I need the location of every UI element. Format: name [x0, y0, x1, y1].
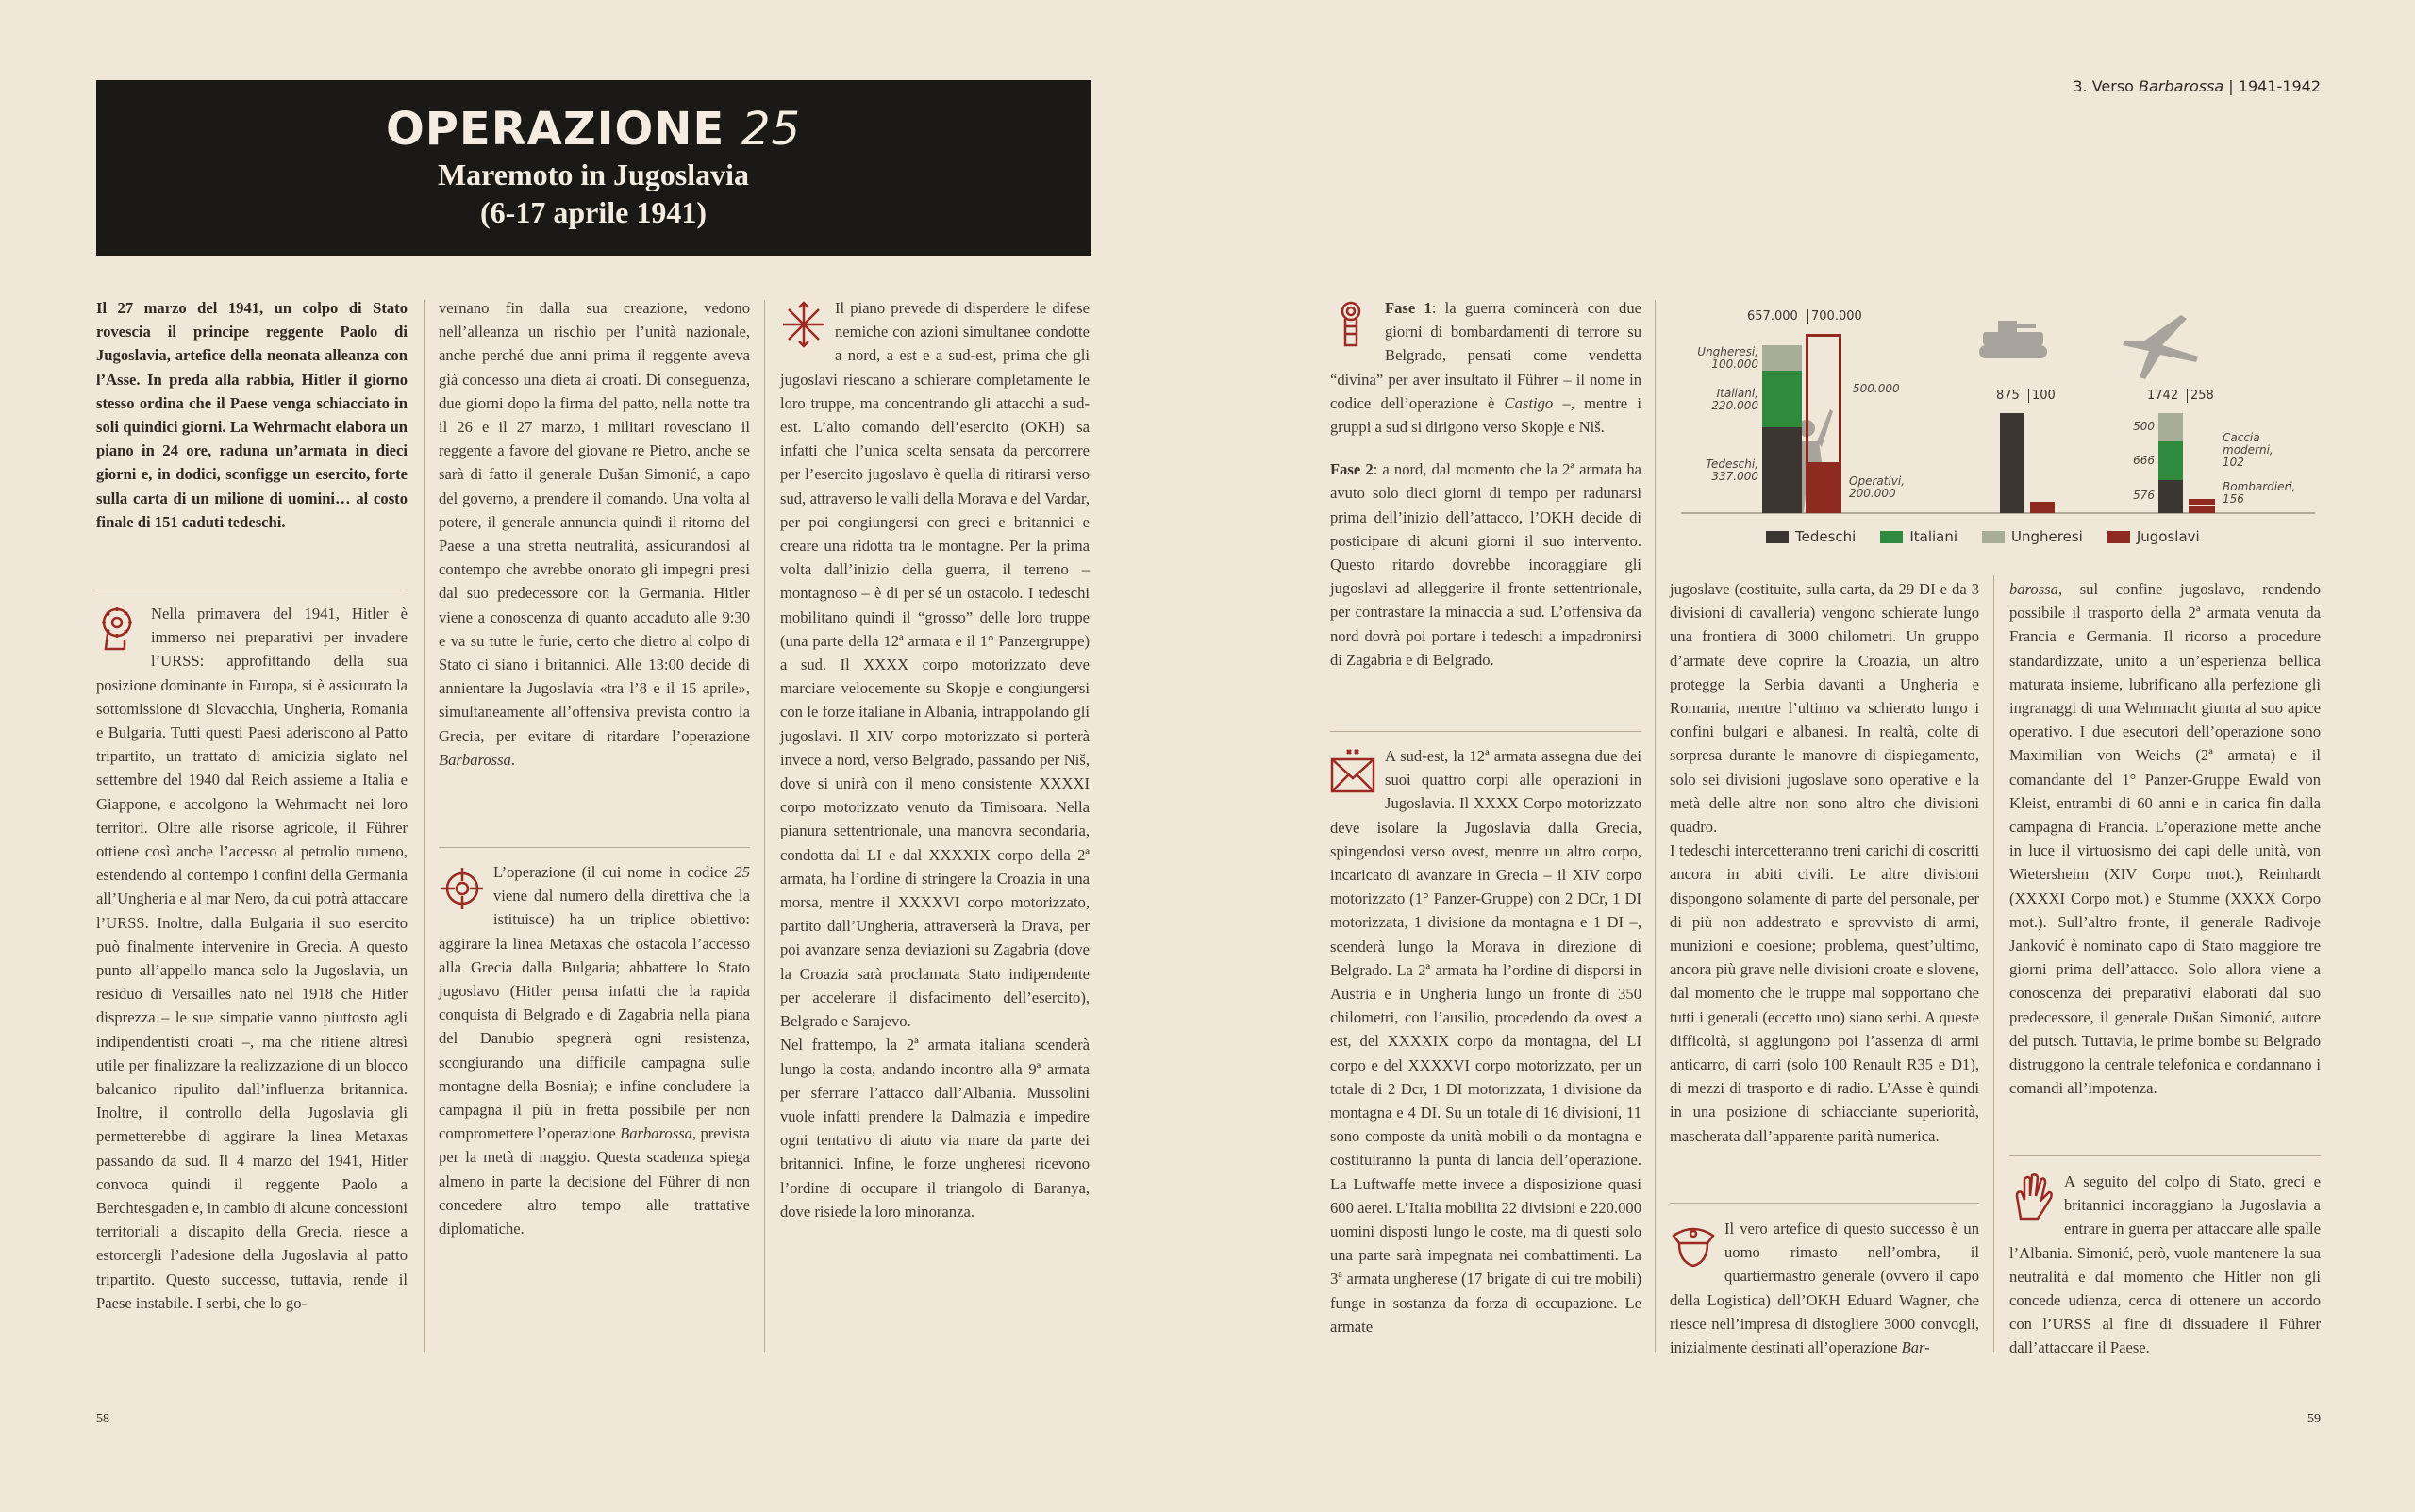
- bar-segment: [2158, 413, 2183, 441]
- plane-icon: [2123, 315, 2198, 379]
- legend-label: Tedeschi: [1795, 528, 1857, 545]
- yugo-part-label: Bombardieri,: [2223, 480, 2296, 493]
- chart-legend: [1766, 528, 2200, 545]
- column-rule: [424, 300, 425, 1352]
- bar-segment-label: Ungheresi,: [1697, 345, 1758, 359]
- bar-segment-label: 100.000: [1711, 357, 1758, 372]
- column-2-section: [439, 860, 750, 1240]
- fase2-label: Fase 2: [1330, 460, 1374, 479]
- body-paragraph: Nella primavera del 1941, Hitler è immerso nei preparativi per invadere l’URSS: approfittando della sua posizione dominante in Europa, si è assicurato la sottomissione di Slovacchia, Ungheria, Romania e Bulgaria. Tutti questi Paesi aderiscono al Patto tripartito, un trattato di amicizia siglato nel settembre del 1940 dal Reich assieme a Italia e Giappone, e accolgono la Wehrmacht nei loro territori. Oltre alle risorse agricole, il Führer ottiene così anche l’accesso al petrolio rumeno, estendendo al contempo i confini della Germania all’Ungheria e al mar Nero, da cui potrà attaccare l’URSS. Inoltre, dalla Bulgaria il suo esercito può finalmente intervenire in Grecia. A questo punto all’appello manca solo la Jugoslavia, un residuo di Versailles nato nel 1918 che Hitler disprezza – le sue simpatie vanno piuttosto agli indipendentisti croati –, ma che ritiene altresì utile per finalizzare la realizzazione di un blocco balcanico ripulito dall’influenza britannica. Inoltre, il controllo della Jugoslavia gli permetterebbe di aggirare la linea Metaxas passando da sud. Il 4 marzo del 1941, Hitler convoca quindi il reggente Paolo a Berchtesgaden e, in cambio di alcune concessioni territoriali a discapito della Grecia, riesce a estorcergli l’adesione della Jugoslavia al patto tripartito. Questo successo, tuttavia, rende il Paese instabile. I serbi, che lo go-: [96, 605, 408, 1312]
- column-5-section: [1670, 1217, 1979, 1359]
- legend-label: Italiani: [1909, 528, 1958, 545]
- bar-segment: [1762, 427, 1802, 513]
- column-4-section: [1330, 744, 1641, 1338]
- column-6: [2009, 577, 2321, 1100]
- column-rule: [764, 300, 765, 1352]
- title-number: 25: [741, 103, 802, 156]
- yugo-bar: [2030, 502, 2055, 513]
- text-run: L’operazione (il cui nome in codice: [493, 863, 735, 881]
- top-value-label: 657.000: [1747, 309, 1798, 324]
- body-paragraph: A seguito del colpo di Stato, greci e britannici incoraggiano la Jugoslavia a entrare in guerra per attaccare alle spalle l’Albania. Simonić, però, vuole mantenere la sua neutralità e dal momento che Hitler non gli concede udienza, cerca di ottenere un accordo con l’URSS al fine di dissuadere il Führer dall’attaccare il Paese.: [2009, 1172, 2321, 1357]
- legend-item: [1766, 528, 1856, 545]
- bar-segment-label: Tedeschi,: [1706, 457, 1758, 472]
- text-emphasis: Castigo: [1504, 393, 1554, 412]
- bar-segment-label: 337.000: [1711, 470, 1758, 484]
- legend-item: [1880, 528, 1957, 545]
- yugo-part-label: 156: [2223, 492, 2244, 506]
- subtitle-2: (6-17 aprile 1941): [480, 195, 707, 229]
- bar-segment: [2000, 413, 2024, 513]
- body-paragraph: A sud-est, la 12ª armata assegna due dei suoi quattro corpi alle operazioni in Jugoslavia. Il XXXX Corpo motorizzato deve isolare la Jugoslavia dalla Grecia, spingendosi verso ovest, mentre un altro corpo, incaricato di avanzare in Grecia – il XIV corpo motorizzato (1° Panzer-Gruppe) con 2 DCr, 1 DI motorizzata, 1 divisione da montagna e 1 DI –, scenderà lungo la Morava in direzione di Belgrado. La 2ª armata ha l’ordine di disporsi in Austria e in Ungheria lungo un fronte di 350 chilometri, con l’ausilio, procedendo da ovest a est, del XXXXIX corpo da montagna, del LI corpo e del XXXXVI corpo motorizzato, per un totale di 2 Dcr, 1 DI motorizzata, 1 divisione da montagna e 4 DI. Su un totale di 16 divisioni, 11 sono composte da unità mobili o da montagna e costituiranno la punta di lancia dell’operazione. La Luftwaffe mette invece a disposizione quasi 600 aerei. L’Italia mobilita 22 divisioni e 220.000 uomini disposti lungo le coste, ma di questi solo una parte sarà impegnata nei combattimenti. La 3ª armata ungherese (17 brigate di cui tre mobili) funge in sostanza da forza di occupazione. Le armate: [1330, 747, 1641, 1336]
- yugo-part-label: moderni,: [2223, 443, 2273, 457]
- text-emphasis: Barbarossa: [620, 1124, 692, 1143]
- fase2-paragraph: [1330, 457, 1641, 672]
- body-paragraph: Nel frattempo, la 2ª armata italiana scenderà lungo la costa, andando incontro alla 9ª armata per sferrare l’attacco dall’Albania. Mussolini vuole infatti prendere la Dalmazia e impedire ogni tentativo di aiuto via mare da parte dei britannici. Infine, le forze ungheresi ricevono l’ordine di occupare il triangolo di Baranya, dove risiede la loro minoranza.: [780, 1036, 1090, 1221]
- yugo-bar-segment: [2189, 498, 2215, 504]
- title-word: OPERAZIONE: [385, 103, 725, 156]
- bar-segment-label: 220.000: [1711, 398, 1758, 412]
- body-paragraph: vernano fin dalla sua creazione, vedono nell’alleanza un rischio per l’unità nazionale, anche perché due anni prima il reggente aveva già concesso una dieta ai croati. Di conseguenza, due giorni dopo la firma del patto, nella notte tra il 26 e il 27 marzo, i militari rovesciano il reggente a favore del giovane re Pietro, anche se sarà di fatto il generale Dušan Simonić, a capo del governo, a prendere il comando. Una volta al potere, il generale annuncia quindi il ritorno del Paese a una stretta neutralità, assicurandosi al contempo che avrebbe onorato gli impegni presi dal suo predecessore con la Germania. Hitler viene a conoscenza di quanto accaduto alle 9:30 e va su tutte le furie, certo che dietro al colpo di Stato ci siano i britannici. Alle 13:00 decide di annientare la Jugoslavia «tra l’8 e il 15 aprile», simultaneamente all’offensiva prevista contro la Grecia, per evitare di ritardare l’operazione Barbarossa.: [439, 299, 750, 769]
- legend-swatch: [1982, 531, 2005, 543]
- body-paragraph: [439, 860, 750, 1240]
- text-emphasis: Bar-: [1901, 1338, 1930, 1357]
- bar-segment: [2158, 441, 2183, 480]
- yugo-operativi-label: 200.000: [1849, 487, 1896, 500]
- top-value-label: 875: [1996, 389, 2020, 403]
- forces-chart: [1677, 300, 2328, 555]
- column-4: [1330, 296, 1641, 672]
- body-paragraph: jugoslave (costituite, sulla carta, da 29 DI e da 3 divisioni di cavalleria) vengono schierate lungo una frontiera di 3000 chilometri. Un gruppo d’armate deve coprire la Croazia, un altro protegge la Serbia davanti a Ungheria e Romania, mentre l’ultimo va schierato lungo i confini bulgari e albanesi. In realtà, colte di sorpresa durante le manovre di dispiegamento, solo sei divisioni jugoslave sono operative e la metà delle altre non sono altro che divisioni quadro.: [1670, 580, 1979, 837]
- column-3: [780, 296, 1090, 1223]
- envelope-icon: [1330, 746, 1377, 799]
- column-rule: [1655, 300, 1656, 1352]
- text-run: vernano fin dalla sua creazione, vedono nell’alleanza un rischio per l’unità nazionale, anche perché due anni prima il reggente aveva già concesso una dieta ai croati. Di conseguenza, due giorni dopo la firma del patto, nella notte tra il 26 e il 27 marzo, i militari rovesciano il reggente a favore del giovane re Pietro, anche se sarà di fatto il generale Dušan Simonić, a capo del governo, a prendere il comando. Una volta al potere, il generale annuncia quindi il ritorno del Paese a una stretta neutralità, assicurandosi al contempo che avrebbe onorato gli impegni presi dal suo predecessore con la Germania. Hitler viene a conoscenza di quanto accaduto alle 9:30 e va su tutte le furie, certo che dietro al colpo di Stato ci siano i britannici. Alle 13:00 decide di annientare la Jugoslavia «tra l’8 e il 15 aprile», simultaneamente all’offensiva prevista contro la Grecia, per evitare di ritardare l’operazione: [439, 299, 750, 745]
- section-rule: [1670, 1203, 1979, 1204]
- legend-label: Ungheresi: [2011, 528, 2083, 545]
- bar-segment-label: 576: [2133, 489, 2155, 503]
- legend-swatch: [1880, 531, 1903, 543]
- column-5: [1670, 577, 1979, 1148]
- raised-hand-icon: [2009, 1171, 2057, 1224]
- burst-arrows-icon: [780, 298, 827, 351]
- yugo-bar-segment: [2189, 505, 2215, 513]
- bar-segment-label: 500: [2133, 420, 2155, 434]
- intro-paragraph: Il 27 marzo del 1941, un colpo di Stato rovescia il principe reggente Paolo di Jugoslavia, artefice della neonata alleanza con l’Asse. In preda alla rabbia, Hitler il giorno stesso ordina che il Paese venga schiacciato in soli quindici giorni. La Wehrmacht elabora un piano in 24 ore, raduna un’armata in dieci giorni e, in dodici, sconfigge un esercito, forte sulla carta di un milione di uomini… al costo finale di 151 caduti tedeschi.: [96, 299, 408, 531]
- yugo-mid-label: 500.000: [1853, 382, 1900, 395]
- section-rule: [2009, 1155, 2321, 1156]
- column-2: [439, 296, 750, 772]
- running-head: 3. Verso Barbarossa | 1941-1942: [2073, 77, 2321, 95]
- body-paragraph: I tedeschi intercetteranno treni carichi di coscritti ancora in abiti civili. Le altre divisioni dispongono solamente di parte del personale, per di più non addestrato e sprovvisto di armi, munizioni e coesione; problema, quest’ultimo, ancora più grave nelle divisioni croate e slovene, dal momento che le truppe mal sopportano che tutti i generali (eccetto uno) siano serbi. A queste difficoltà, si aggiungono poi l’assenza di armi anticarro, di carri (solo 100 Renault R35 e D1), di mezzi di trasporto e di radio. L’Asse è quindi in una posizione di schiacciante superiorità, mascherata dall’apparente parità numerica.: [1670, 841, 1979, 1145]
- yugo-operativi-label: Operativi,: [1849, 474, 1906, 488]
- bar-segment: [1762, 345, 1802, 371]
- legend-label: Jugoslavi: [2136, 528, 2200, 545]
- yugo-operativi-bar: [1808, 462, 1839, 513]
- column-1: [96, 296, 408, 534]
- bar-segment: [2158, 480, 2183, 513]
- fase1-label: Fase 1: [1385, 299, 1432, 317]
- text-run: , prevista per la metà di maggio. Questa scadenza spiega almeno in parte la decisione del Führer di non concedere altro tempo alle trattative diplomatiche.: [439, 1124, 751, 1238]
- legend-item: [2107, 528, 2200, 545]
- legend-item: [1982, 528, 2083, 545]
- text-run: viene dal numero della direttiva che la istituisce) ha un triplice obiettivo: aggirare la linea Metaxas che ostacola l’accesso alla Grecia dalla Bulgaria; abbattere lo Stato jugoslavo (Hitler pensa infatti che la rapida conquista di Belgrado e di Zagabria nella piana del Danubio spegnerà ogni resistenza, scongiurando una difficile campagna sulle montagne della Bosnia); e infine concludere la campagna il più in fretta possibile per non compromettere l’operazione: [439, 887, 750, 1143]
- text-emphasis: Barbarossa: [439, 750, 511, 769]
- page-number-right: 59: [2307, 1412, 2321, 1426]
- yugo-part-label: 102: [2223, 456, 2244, 469]
- top-value-label: 100: [2028, 389, 2056, 403]
- legend-swatch: [1766, 531, 1789, 543]
- legend-swatch: [2107, 531, 2130, 543]
- yugo-part-label: Caccia: [2223, 431, 2260, 444]
- top-value-label: 1742: [2147, 389, 2179, 403]
- chapter-title: [96, 103, 1091, 156]
- top-value-label: 258: [2187, 389, 2214, 403]
- body-paragraph: Il piano prevede di disperdere le difese nemiche con azioni simultanee condotte a nord, a est e a sud-est, prima che gli jugoslavi riescano a schierare completamente le loro truppe, ma concentrando gli attacchi a sud-est. L’alto comando dell’esercito (OKH) sa infatti che l’unica scelta sensata da percorrere per l’esercito jugoslavo è quella di ritirarsi verso sud, attraverso le valli della Morava e del Vardar, per poi congiungersi con greci e britannici e creare una ridotta tra le montagne. Per la prima volta dall’inizio della guerra, il terreno – montagnoso – è di per sé un ostacolo. I tedeschi mobilitano quindi il “grosso” delle loro truppe (una parte della 12ª armata e il 1° Panzergruppe) a sud. Il XXXX corpo motorizzato deve marciare velocemente su Skopje e congiungersi con le forze italiane in Albania, intrappolando gli jugoslavi. Il XIV corpo motorizzato si porterà invece a nord, verso Belgrado, passando per Niš, dove si unirà con il meno consistente XXXXI corpo motorizzato venuto da Timisoara. Nella pianura settentrionale, una manovra secondaria, condotta dal LI e dal XXXXIX corpo della 2ª armata, ha l’ordine di stringere la Croazia in una morsa, mentre il XXXXVI corpo motorizzato, partito dall’Ungheria, attraverserà la Drava, per poi avanzare senza deviazioni su Zagabria (dove la Croazia sarà proclamata Stato indipendente per accelerare il disfacimento dell’esercito), Belgrado e Sarajevo.: [780, 299, 1090, 1031]
- bomb-icon: [1330, 298, 1377, 351]
- text-run: : a nord, dal momento che la 2ª armata ha avuto solo dieci giorni di tempo per radunarsi prima dell’inizio dell’attacco, l’OKH decide di posticipare di alcuni giorni il suo intervento. Questo ritardo dovrebbe incoraggiare gli jugoslavi ad alleggerire il fronte settentrionale, per contrastare la minaccia a sud. L’offensiva da nord dovrà poi portare i tedeschi a impadronirsi di Zagabria e di Belgrado.: [1330, 460, 1641, 669]
- title-block: [96, 80, 1091, 256]
- subtitle-1: Maremoto in Jugoslavia: [437, 158, 750, 191]
- column-6-section: [2009, 1170, 2321, 1360]
- page-number-left: 58: [96, 1412, 109, 1426]
- text-emphasis: 25: [734, 863, 750, 881]
- column-rule: [1993, 575, 1994, 1352]
- section-rule: [439, 847, 750, 848]
- column-1-body: [96, 602, 408, 1315]
- text-run: Il vero artefice di questo successo è un uomo rimasto nell’ombra, il quartiermastro generale (ovvero il capo della Logistica) dell’OKH Eduard Wagner, che riesce nell’impresa di distogliere 3000 convogli, inizialmente destinati all’operazione: [1670, 1220, 1979, 1357]
- bar-segment: [1762, 371, 1802, 427]
- brain-gear-icon: [96, 604, 143, 656]
- top-value-label: 700.000: [1807, 309, 1862, 324]
- body-paragraph: [2009, 577, 2321, 1100]
- text-run: , sul confine jugoslavo, rendendo possibile il trasporto della 2ª armata venuta da Francia e Germania. Il ricorso a procedure standardizzate, unito a un’esperienza bellica maturata insieme, lubrificano alla perfezione gli ingranaggi di una Wehrmacht giunta al suo apice operativo. I due esecutori dell’operazione sono Maximilian von Weichs (2ª armata) e il comandante del 1° Panzer-Gruppe Ewald von Kleist, entrambi di 60 anni e in carica fin dalla campagna di Francia. L’operazione mette anche in luce il virtuosismo dei capi delle unità, von Wietersheim (XIV Corpo mot.), Reinhardt (XXXXI Corpo mot.) e Stumme (XXXX Corpo mot.). Sull’altro fronte, il generale Radivoje Janković è nominato capo di Stato maggiore tre giorni prima dell’attacco. Solo allora viene a conoscenza dei preparativi elaborati dal suo predecessore, il generale Dušan Simonić, autore del putsch. Tuttavia, le prime bombe su Belgrado distruggono la centrale telefonica e condannano i comandi all’impotenza.: [2009, 580, 2321, 1098]
- bar-segment-label: Italiani,: [1716, 386, 1758, 400]
- crosshair-icon: [439, 862, 486, 915]
- section-rule: [1330, 731, 1641, 732]
- text-run: : la guerra comincerà con due giorni di bombardamenti di terrore su Belgrado, pensati come vendetta “divina” per aver insultato il Führer – il nome in codice dell’operazione è: [1330, 299, 1642, 412]
- bar-segment-label: 666: [2133, 453, 2155, 467]
- officer-cap-icon: [1670, 1219, 1717, 1271]
- tank-icon: [1979, 321, 2047, 358]
- text-run: –, mentre i gruppi a sud si dirigono verso Skopje e Niš.: [1330, 393, 1641, 437]
- text-emphasis: barossa: [2009, 580, 2058, 598]
